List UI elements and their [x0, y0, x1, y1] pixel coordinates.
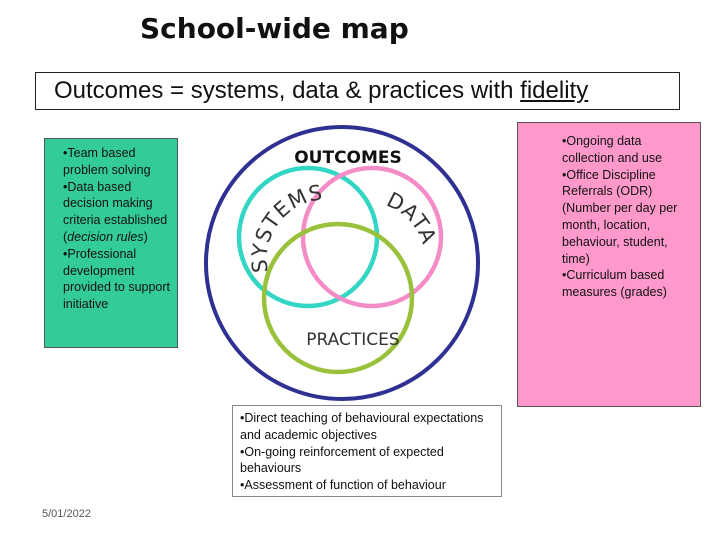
systems-item-1: •Team based problem solving	[63, 146, 151, 177]
practices-item-1: •Direct teaching of behavioural expectations and academic objectives	[240, 411, 484, 442]
slide-date: 5/01/2022	[42, 508, 91, 520]
banner-text: Outcomes = systems, data & practices with	[54, 77, 521, 104]
practices-label: PRACTICES	[306, 330, 400, 350]
systems-label-path: SYSTEMS	[247, 180, 325, 274]
slide-title: School-wide map	[140, 12, 409, 45]
systems-item-2-end: )	[143, 229, 148, 244]
practices-box	[232, 405, 502, 497]
banner-underlined-word: fidelity	[520, 77, 589, 104]
data-box	[517, 122, 701, 407]
practices-item-3: •Assessment of function of behaviour	[240, 478, 446, 493]
systems-item-3: •Professional development provided to support initiative	[63, 246, 171, 312]
systems-box	[44, 138, 178, 348]
data-item-3: •Curriculum based measures (grades)	[562, 268, 667, 300]
systems-item-2	[63, 179, 173, 246]
systems-item-2-text: •Data based decision making criteria established (	[63, 179, 168, 244]
data-label-path: DATA	[382, 187, 442, 248]
outcomes-label: OUTCOMES	[294, 148, 402, 168]
data-label	[383, 188, 441, 248]
practices-item-2: •On-going reinforcement of expected behaviours	[240, 444, 444, 476]
data-item-1: •Ongoing data collection and use	[562, 134, 663, 165]
systems-item-2-italic: decision rules	[67, 229, 144, 244]
data-item-2: •Office Discipline Referrals (ODR) (Number per day per month, location, behaviour, student, time)	[562, 167, 678, 266]
